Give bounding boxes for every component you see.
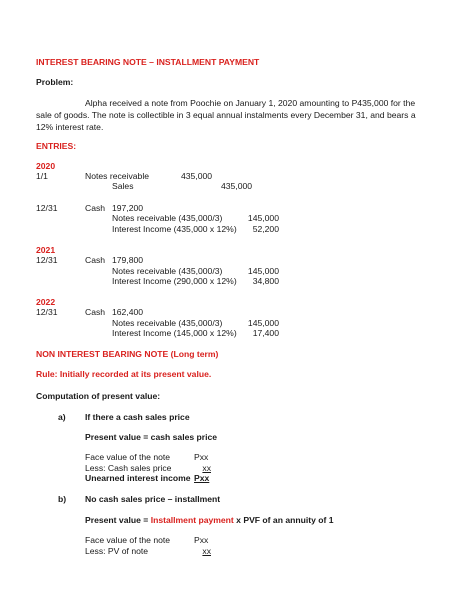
- entry-credit-amount: 17,400: [252, 328, 279, 338]
- case-a-row-value: Pxx: [194, 452, 209, 462]
- entry-debit-amount: 162,400: [112, 307, 144, 317]
- entry-credit-amount: 145,000: [247, 318, 279, 328]
- case-b-row-value: Pxx: [194, 535, 209, 545]
- problem-label: Problem:: [36, 77, 74, 87]
- entry-date: 12/31: [36, 255, 58, 265]
- case-b-row-label: Face value of the note: [85, 535, 171, 545]
- year-2020: 2020: [36, 161, 56, 171]
- entry-credit-amount: 34,800: [252, 276, 279, 286]
- case-b-row-label: Less: PV of note: [85, 546, 149, 556]
- section-heading: NON INTEREST BEARING NOTE (Long term): [36, 349, 219, 359]
- entry-credit-account: Notes receivable (435,000/3): [112, 318, 223, 328]
- entry-credit-amount: 145,000: [247, 213, 279, 223]
- formula-prefix: Present value =: [85, 515, 151, 525]
- entry-credit-amount: 52,200: [252, 224, 279, 234]
- case-b-marker: b): [58, 494, 67, 504]
- rule-text: Rule: Initially recorded at its present value.: [36, 369, 212, 379]
- entry-credit-account: Notes receivable (435,000/3): [112, 213, 223, 223]
- entry-credit-amount: 145,000: [247, 266, 279, 276]
- computation-label: Computation of present value:: [36, 391, 161, 401]
- entry-credit-account: Sales: [112, 181, 134, 191]
- formula-highlight: Installment payment: [150, 515, 234, 525]
- case-a-row-label: Unearned interest income: [85, 473, 191, 483]
- case-a-row-label: Less: Cash sales price: [85, 463, 172, 473]
- case-a-marker: a): [58, 412, 66, 422]
- entry-debit-account: Cash: [85, 255, 106, 265]
- year-2022: 2022: [36, 297, 56, 307]
- case-a-formula: Present value = cash sales price: [85, 432, 218, 442]
- entry-debit-account: Cash: [85, 307, 106, 317]
- entry-debit-account: Notes receivable: [85, 171, 150, 181]
- entry-credit-account: Notes receivable (435,000/3): [112, 266, 223, 276]
- entry-credit-account: Interest Income (145,000 x 12%): [112, 328, 237, 338]
- entry-date: 1/1: [36, 171, 48, 181]
- case-a-title: If there a cash sales price: [85, 412, 190, 422]
- entry-credit-account: Interest Income (435,000 x 12%): [112, 224, 237, 234]
- entry-debit-amount: 179,800: [112, 255, 144, 265]
- case-b-row-value: xx: [202, 546, 211, 556]
- case-a-row-value: xx: [202, 463, 211, 473]
- case-a-row-value: Pxx: [194, 473, 210, 483]
- entry-credit-account: Interest Income (290,000 x 12%): [112, 276, 237, 286]
- problem-text: Alpha received a note from Poochie on January 1, 2020 amounting to P435,000 for the sale of goods. The note is collectible in 3 equal annual instalments every December 31, and bears a 12% interest rate.: [36, 98, 416, 132]
- case-b-title: No cash sales price – installment: [85, 494, 221, 504]
- entry-date: 12/31: [36, 203, 58, 213]
- entry-debit-amount: 435,000: [181, 171, 213, 181]
- page-title: INTEREST BEARING NOTE – INSTALLMENT PAYMENT: [36, 57, 260, 67]
- year-2021: 2021: [36, 245, 56, 255]
- entry-credit-amount: 435,000: [221, 181, 253, 191]
- entries-label: ENTRIES:: [36, 141, 77, 151]
- case-b-formula: [85, 515, 334, 526]
- case-a-row-label: Face value of the note: [85, 452, 171, 462]
- entry-debit-account: Cash: [85, 203, 106, 213]
- formula-suffix: x PVF of an annuity of 1: [233, 515, 334, 525]
- entry-debit-amount: 197,200: [112, 203, 144, 213]
- entry-date: 12/31: [36, 307, 58, 317]
